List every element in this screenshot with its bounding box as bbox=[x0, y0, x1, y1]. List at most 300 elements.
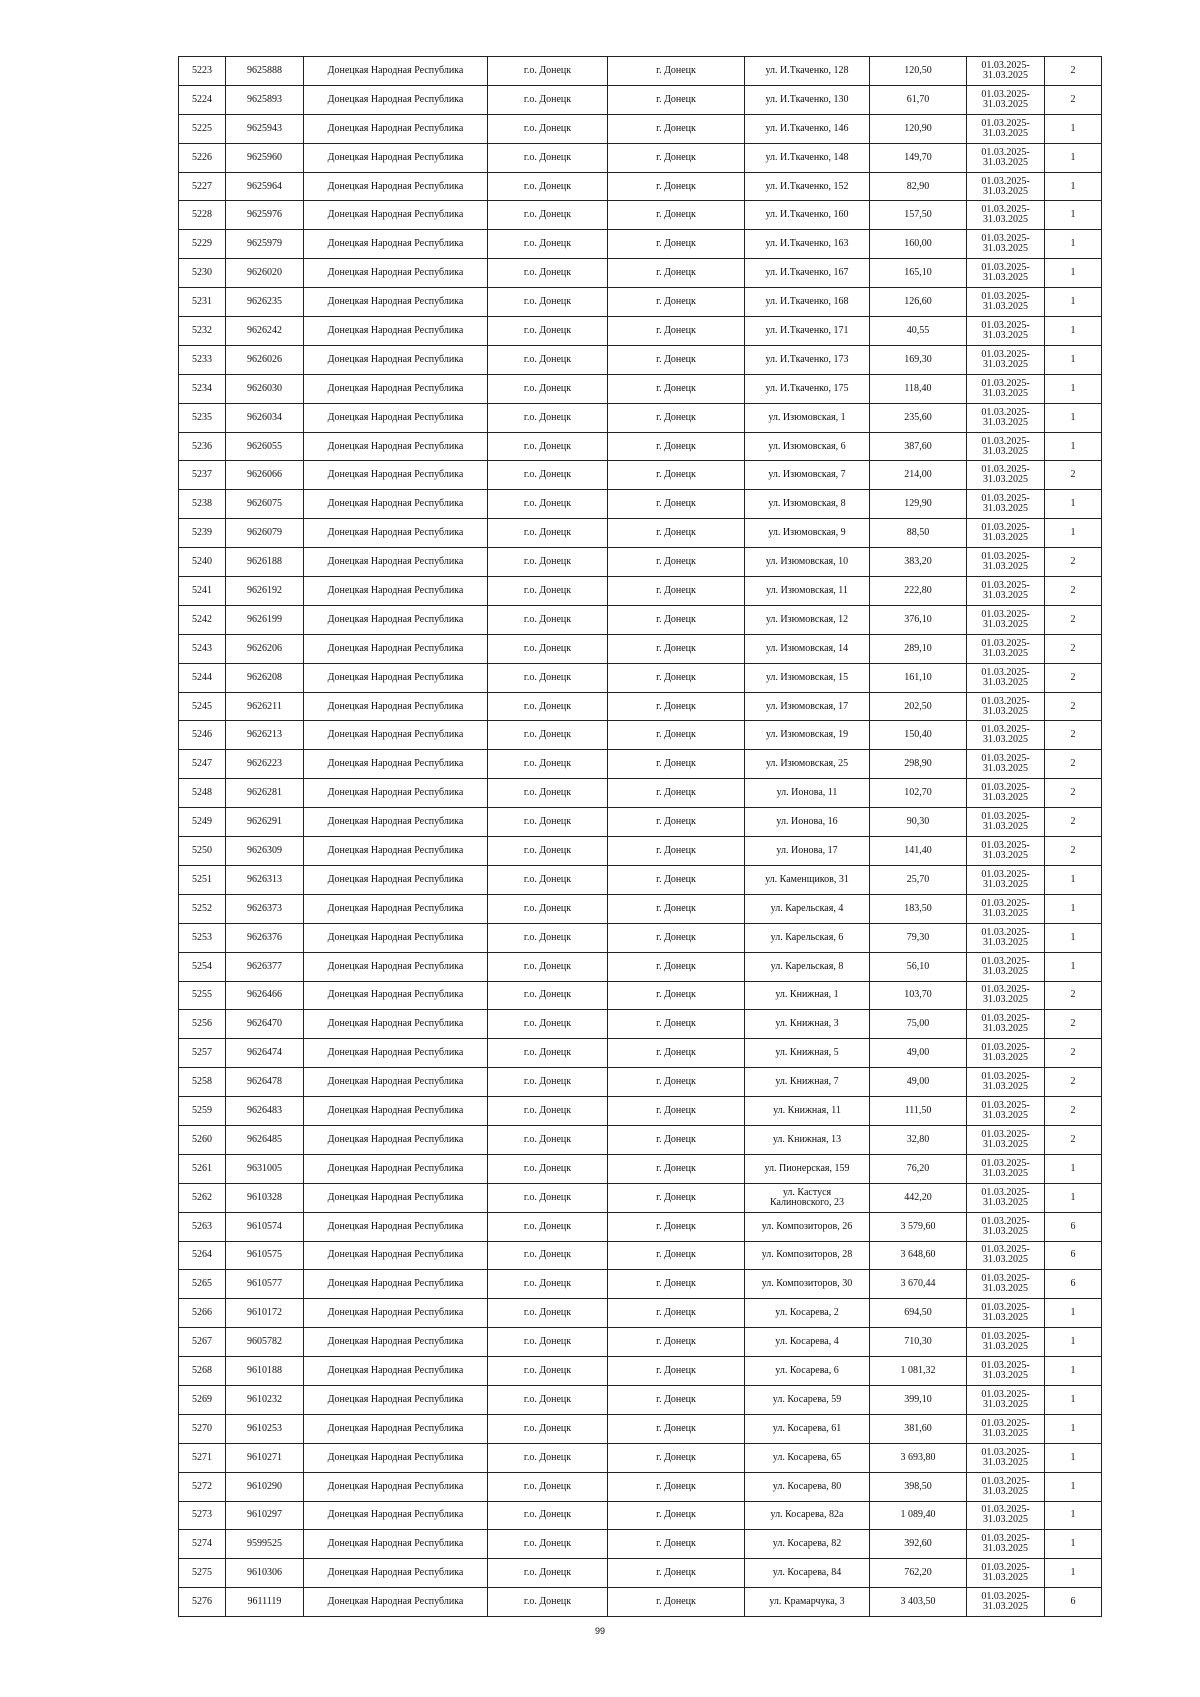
cell-period: 01.03.2025- 31.03.2025 bbox=[967, 750, 1045, 779]
cell-city: г. Донецк bbox=[608, 692, 745, 721]
cell-municipal-district: г.о. Донецк bbox=[488, 1559, 608, 1588]
cell-cadastral-id: 9626474 bbox=[226, 1039, 304, 1068]
cell-area: 165,10 bbox=[870, 259, 967, 288]
cell-municipal-district: г.о. Донецк bbox=[488, 779, 608, 808]
cell-region: Донецкая Народная Республика bbox=[304, 1328, 488, 1357]
cell-count: 1 bbox=[1045, 259, 1102, 288]
cell-municipal-district: г.о. Донецк bbox=[488, 952, 608, 981]
cell-count: 2 bbox=[1045, 577, 1102, 606]
cell-address: ул. Композиторов, 30 bbox=[745, 1270, 870, 1299]
cell-count: 6 bbox=[1045, 1270, 1102, 1299]
cell-municipal-district: г.о. Донецк bbox=[488, 1588, 608, 1617]
cell-address: ул. Косарева, 82 bbox=[745, 1530, 870, 1559]
cell-city: г. Донецк bbox=[608, 1472, 745, 1501]
cell-period: 01.03.2025- 31.03.2025 bbox=[967, 721, 1045, 750]
cell-region: Донецкая Народная Республика bbox=[304, 837, 488, 866]
table-row bbox=[179, 1125, 1102, 1154]
cell-region: Донецкая Народная Республика bbox=[304, 692, 488, 721]
cell-row-number: 5259 bbox=[179, 1097, 226, 1126]
cell-municipal-district: г.о. Донецк bbox=[488, 548, 608, 577]
cell-area: 40,55 bbox=[870, 317, 967, 346]
cell-area: 75,00 bbox=[870, 1010, 967, 1039]
cell-municipal-district: г.о. Донецк bbox=[488, 1183, 608, 1212]
cell-city: г. Донецк bbox=[608, 1270, 745, 1299]
cell-cadastral-id: 9610172 bbox=[226, 1299, 304, 1328]
cell-row-number: 5239 bbox=[179, 519, 226, 548]
cell-count: 6 bbox=[1045, 1241, 1102, 1270]
cell-period: 01.03.2025- 31.03.2025 bbox=[967, 230, 1045, 259]
cell-address: ул. Изюмовская, 10 bbox=[745, 548, 870, 577]
cell-period: 01.03.2025- 31.03.2025 bbox=[967, 1212, 1045, 1241]
cell-region: Донецкая Народная Республика bbox=[304, 1097, 488, 1126]
cell-city: г. Донецк bbox=[608, 432, 745, 461]
cell-count: 1 bbox=[1045, 1299, 1102, 1328]
cell-row-number: 5257 bbox=[179, 1039, 226, 1068]
cell-region: Донецкая Народная Республика bbox=[304, 605, 488, 634]
cell-period: 01.03.2025- 31.03.2025 bbox=[967, 1270, 1045, 1299]
cell-period: 01.03.2025- 31.03.2025 bbox=[967, 1385, 1045, 1414]
cell-count: 2 bbox=[1045, 548, 1102, 577]
cell-count: 1 bbox=[1045, 1472, 1102, 1501]
cell-region: Донецкая Народная Республика bbox=[304, 403, 488, 432]
cell-period: 01.03.2025- 31.03.2025 bbox=[967, 172, 1045, 201]
cell-region: Донецкая Народная Республика bbox=[304, 1270, 488, 1299]
cell-area: 56,10 bbox=[870, 952, 967, 981]
cell-cadastral-id: 9626235 bbox=[226, 288, 304, 317]
table-row bbox=[179, 865, 1102, 894]
cell-cadastral-id: 9626313 bbox=[226, 865, 304, 894]
cell-city: г. Донецк bbox=[608, 865, 745, 894]
table-row bbox=[179, 779, 1102, 808]
cell-municipal-district: г.о. Донецк bbox=[488, 143, 608, 172]
cell-region: Донецкая Народная Республика bbox=[304, 721, 488, 750]
cell-period: 01.03.2025- 31.03.2025 bbox=[967, 114, 1045, 143]
cell-address: ул. И.Ткаченко, 168 bbox=[745, 288, 870, 317]
cell-area: 90,30 bbox=[870, 808, 967, 837]
cell-cadastral-id: 9626034 bbox=[226, 403, 304, 432]
cell-region: Донецкая Народная Республика bbox=[304, 432, 488, 461]
cell-region: Донецкая Народная Республика bbox=[304, 230, 488, 259]
cell-period: 01.03.2025- 31.03.2025 bbox=[967, 779, 1045, 808]
table-row bbox=[179, 1328, 1102, 1357]
cell-area: 49,00 bbox=[870, 1039, 967, 1068]
cell-municipal-district: г.о. Донецк bbox=[488, 1241, 608, 1270]
cell-region: Донецкая Народная Республика bbox=[304, 634, 488, 663]
cell-cadastral-id: 9626466 bbox=[226, 981, 304, 1010]
cell-municipal-district: г.о. Донецк bbox=[488, 1385, 608, 1414]
cell-address: ул. Косарева, 65 bbox=[745, 1443, 870, 1472]
cell-row-number: 5258 bbox=[179, 1068, 226, 1097]
cell-area: 442,20 bbox=[870, 1183, 967, 1212]
cell-row-number: 5270 bbox=[179, 1414, 226, 1443]
cell-row-number: 5275 bbox=[179, 1559, 226, 1588]
page-number: 99 bbox=[594, 1626, 605, 1636]
cell-period: 01.03.2025- 31.03.2025 bbox=[967, 1097, 1045, 1126]
cell-municipal-district: г.о. Донецк bbox=[488, 663, 608, 692]
cell-area: 202,50 bbox=[870, 692, 967, 721]
cell-period: 01.03.2025- 31.03.2025 bbox=[967, 1414, 1045, 1443]
cell-area: 61,70 bbox=[870, 85, 967, 114]
cell-city: г. Донецк bbox=[608, 461, 745, 490]
cell-cadastral-id: 9626483 bbox=[226, 1097, 304, 1126]
cell-city: г. Донецк bbox=[608, 1328, 745, 1357]
cell-address: ул. И.Ткаченко, 175 bbox=[745, 374, 870, 403]
cell-municipal-district: г.о. Донецк bbox=[488, 1068, 608, 1097]
cell-cadastral-id: 9625979 bbox=[226, 230, 304, 259]
cell-cadastral-id: 9610574 bbox=[226, 1212, 304, 1241]
table-row bbox=[179, 230, 1102, 259]
cell-area: 383,20 bbox=[870, 548, 967, 577]
cell-count: 2 bbox=[1045, 1010, 1102, 1039]
cell-area: 398,50 bbox=[870, 1472, 967, 1501]
cell-area: 157,50 bbox=[870, 201, 967, 230]
cell-city: г. Донецк bbox=[608, 288, 745, 317]
cell-cadastral-id: 9631005 bbox=[226, 1154, 304, 1183]
cell-address: ул. Изюмовская, 17 bbox=[745, 692, 870, 721]
table-row bbox=[179, 519, 1102, 548]
table-row bbox=[179, 143, 1102, 172]
table-row bbox=[179, 981, 1102, 1010]
cell-city: г. Донецк bbox=[608, 750, 745, 779]
cell-row-number: 5226 bbox=[179, 143, 226, 172]
cell-city: г. Донецк bbox=[608, 605, 745, 634]
cell-cadastral-id: 9610575 bbox=[226, 1241, 304, 1270]
cell-cadastral-id: 9611119 bbox=[226, 1588, 304, 1617]
cell-period: 01.03.2025- 31.03.2025 bbox=[967, 1183, 1045, 1212]
cell-city: г. Донецк bbox=[608, 114, 745, 143]
cell-row-number: 5261 bbox=[179, 1154, 226, 1183]
table-row bbox=[179, 1385, 1102, 1414]
cell-count: 1 bbox=[1045, 345, 1102, 374]
cell-address: ул. Изюмовская, 7 bbox=[745, 461, 870, 490]
cell-area: 298,90 bbox=[870, 750, 967, 779]
cell-count: 1 bbox=[1045, 1559, 1102, 1588]
cell-address: ул. Каменщиков, 31 bbox=[745, 865, 870, 894]
cell-municipal-district: г.о. Донецк bbox=[488, 692, 608, 721]
cell-address: ул. Изюмовская, 12 bbox=[745, 605, 870, 634]
cell-municipal-district: г.о. Донецк bbox=[488, 577, 608, 606]
cell-period: 01.03.2025- 31.03.2025 bbox=[967, 1010, 1045, 1039]
cell-cadastral-id: 9626211 bbox=[226, 692, 304, 721]
cell-address: ул. Изюмовская, 6 bbox=[745, 432, 870, 461]
table-row bbox=[179, 114, 1102, 143]
table-row bbox=[179, 548, 1102, 577]
cell-region: Донецкая Народная Республика bbox=[304, 317, 488, 346]
cell-municipal-district: г.о. Донецк bbox=[488, 403, 608, 432]
cell-city: г. Донецк bbox=[608, 143, 745, 172]
cell-count: 1 bbox=[1045, 1154, 1102, 1183]
cell-municipal-district: г.о. Донецк bbox=[488, 1472, 608, 1501]
cell-region: Донецкая Народная Республика bbox=[304, 374, 488, 403]
cell-region: Донецкая Народная Республика bbox=[304, 1010, 488, 1039]
cell-row-number: 5241 bbox=[179, 577, 226, 606]
cell-area: 694,50 bbox=[870, 1299, 967, 1328]
cell-address: ул. Изюмовская, 19 bbox=[745, 721, 870, 750]
cell-address: ул. Ионова, 17 bbox=[745, 837, 870, 866]
cell-period: 01.03.2025- 31.03.2025 bbox=[967, 85, 1045, 114]
cell-region: Донецкая Народная Республика bbox=[304, 1068, 488, 1097]
cell-cadastral-id: 9626075 bbox=[226, 490, 304, 519]
cell-count: 1 bbox=[1045, 1183, 1102, 1212]
cell-region: Донецкая Народная Республика bbox=[304, 1559, 488, 1588]
cell-municipal-district: г.о. Донецк bbox=[488, 750, 608, 779]
cell-row-number: 5251 bbox=[179, 865, 226, 894]
cell-count: 1 bbox=[1045, 1357, 1102, 1386]
cell-address: ул. И.Ткаченко, 148 bbox=[745, 143, 870, 172]
cell-area: 3 670,44 bbox=[870, 1270, 967, 1299]
cell-row-number: 5264 bbox=[179, 1241, 226, 1270]
cell-municipal-district: г.о. Донецк bbox=[488, 1097, 608, 1126]
table-row bbox=[179, 923, 1102, 952]
cell-region: Донецкая Народная Республика bbox=[304, 548, 488, 577]
cell-row-number: 5260 bbox=[179, 1125, 226, 1154]
cell-area: 3 648,60 bbox=[870, 1241, 967, 1270]
cell-region: Донецкая Народная Республика bbox=[304, 808, 488, 837]
table-row bbox=[179, 1530, 1102, 1559]
cell-region: Донецкая Народная Республика bbox=[304, 1588, 488, 1617]
cell-city: г. Донецк bbox=[608, 1443, 745, 1472]
cell-period: 01.03.2025- 31.03.2025 bbox=[967, 1125, 1045, 1154]
table-row bbox=[179, 1212, 1102, 1241]
cell-count: 2 bbox=[1045, 779, 1102, 808]
cell-row-number: 5252 bbox=[179, 894, 226, 923]
cell-period: 01.03.2025- 31.03.2025 bbox=[967, 1328, 1045, 1357]
cell-row-number: 5269 bbox=[179, 1385, 226, 1414]
cell-area: 88,50 bbox=[870, 519, 967, 548]
cell-municipal-district: г.о. Донецк bbox=[488, 490, 608, 519]
cell-count: 1 bbox=[1045, 317, 1102, 346]
cell-city: г. Донецк bbox=[608, 548, 745, 577]
cell-area: 3 579,60 bbox=[870, 1212, 967, 1241]
cell-region: Донецкая Народная Республика bbox=[304, 85, 488, 114]
cell-row-number: 5225 bbox=[179, 114, 226, 143]
cell-cadastral-id: 9626377 bbox=[226, 952, 304, 981]
cell-area: 126,60 bbox=[870, 288, 967, 317]
cell-cadastral-id: 9626376 bbox=[226, 923, 304, 952]
cell-municipal-district: г.о. Донецк bbox=[488, 1125, 608, 1154]
cell-area: 289,10 bbox=[870, 634, 967, 663]
cell-municipal-district: г.о. Донецк bbox=[488, 172, 608, 201]
cell-cadastral-id: 9599525 bbox=[226, 1530, 304, 1559]
cell-region: Донецкая Народная Республика bbox=[304, 1414, 488, 1443]
cell-region: Донецкая Народная Республика bbox=[304, 201, 488, 230]
cell-count: 2 bbox=[1045, 1068, 1102, 1097]
cell-period: 01.03.2025- 31.03.2025 bbox=[967, 201, 1045, 230]
cell-address: ул. Крамарчука, 3 bbox=[745, 1588, 870, 1617]
cell-period: 01.03.2025- 31.03.2025 bbox=[967, 57, 1045, 86]
cell-cadastral-id: 9626079 bbox=[226, 519, 304, 548]
cell-period: 01.03.2025- 31.03.2025 bbox=[967, 605, 1045, 634]
cell-area: 32,80 bbox=[870, 1125, 967, 1154]
cell-address: ул. И.Ткаченко, 167 bbox=[745, 259, 870, 288]
table-row bbox=[179, 1588, 1102, 1617]
cell-cadastral-id: 9626470 bbox=[226, 1010, 304, 1039]
cell-address: ул. Книжная, 3 bbox=[745, 1010, 870, 1039]
cell-period: 01.03.2025- 31.03.2025 bbox=[967, 1443, 1045, 1472]
cell-region: Донецкая Народная Республика bbox=[304, 1154, 488, 1183]
cell-area: 103,70 bbox=[870, 981, 967, 1010]
cell-count: 1 bbox=[1045, 432, 1102, 461]
table-row bbox=[179, 1559, 1102, 1588]
cell-city: г. Донецк bbox=[608, 1010, 745, 1039]
cell-row-number: 5237 bbox=[179, 461, 226, 490]
cell-row-number: 5234 bbox=[179, 374, 226, 403]
cell-city: г. Донецк bbox=[608, 403, 745, 432]
cell-count: 1 bbox=[1045, 1530, 1102, 1559]
cell-address: ул. Изюмовская, 9 bbox=[745, 519, 870, 548]
cell-period: 01.03.2025- 31.03.2025 bbox=[967, 952, 1045, 981]
cell-address: ул. Книжная, 5 bbox=[745, 1039, 870, 1068]
cell-region: Донецкая Народная Республика bbox=[304, 894, 488, 923]
cell-cadastral-id: 9626030 bbox=[226, 374, 304, 403]
cell-region: Донецкая Народная Республика bbox=[304, 1357, 488, 1386]
cell-period: 01.03.2025- 31.03.2025 bbox=[967, 1530, 1045, 1559]
cell-municipal-district: г.о. Донецк bbox=[488, 865, 608, 894]
table-row bbox=[179, 1472, 1102, 1501]
cell-municipal-district: г.о. Донецк bbox=[488, 317, 608, 346]
cell-address: ул. Косарева, 61 bbox=[745, 1414, 870, 1443]
cell-period: 01.03.2025- 31.03.2025 bbox=[967, 1068, 1045, 1097]
table-row bbox=[179, 692, 1102, 721]
cell-region: Донецкая Народная Республика bbox=[304, 172, 488, 201]
cell-count: 2 bbox=[1045, 663, 1102, 692]
cell-period: 01.03.2025- 31.03.2025 bbox=[967, 461, 1045, 490]
cell-municipal-district: г.о. Донецк bbox=[488, 894, 608, 923]
cell-area: 1 081,32 bbox=[870, 1357, 967, 1386]
cell-row-number: 5235 bbox=[179, 403, 226, 432]
table-row bbox=[179, 1414, 1102, 1443]
cell-row-number: 5272 bbox=[179, 1472, 226, 1501]
cell-region: Донецкая Народная Республика bbox=[304, 750, 488, 779]
cell-city: г. Донецк bbox=[608, 1530, 745, 1559]
cell-municipal-district: г.о. Донецк bbox=[488, 1010, 608, 1039]
cell-row-number: 5267 bbox=[179, 1328, 226, 1357]
cell-row-number: 5232 bbox=[179, 317, 226, 346]
cell-row-number: 5229 bbox=[179, 230, 226, 259]
cell-municipal-district: г.о. Донецк bbox=[488, 1039, 608, 1068]
cell-address: ул. Изюмовская, 11 bbox=[745, 577, 870, 606]
cell-municipal-district: г.о. Донецк bbox=[488, 634, 608, 663]
cell-municipal-district: г.о. Донецк bbox=[488, 1414, 608, 1443]
cell-period: 01.03.2025- 31.03.2025 bbox=[967, 288, 1045, 317]
cell-region: Донецкая Народная Республика bbox=[304, 57, 488, 86]
cell-cadastral-id: 9610297 bbox=[226, 1501, 304, 1530]
cell-period: 01.03.2025- 31.03.2025 bbox=[967, 548, 1045, 577]
cell-city: г. Донецк bbox=[608, 981, 745, 1010]
cell-row-number: 5224 bbox=[179, 85, 226, 114]
cell-address: ул. И.Ткаченко, 152 bbox=[745, 172, 870, 201]
cell-count: 1 bbox=[1045, 490, 1102, 519]
cell-address: ул. И.Ткаченко, 130 bbox=[745, 85, 870, 114]
cell-period: 01.03.2025- 31.03.2025 bbox=[967, 1559, 1045, 1588]
cell-count: 2 bbox=[1045, 1097, 1102, 1126]
table-row bbox=[179, 374, 1102, 403]
cell-cadastral-id: 9625976 bbox=[226, 201, 304, 230]
cell-period: 01.03.2025- 31.03.2025 bbox=[967, 692, 1045, 721]
cell-cadastral-id: 9610232 bbox=[226, 1385, 304, 1414]
cell-city: г. Донецк bbox=[608, 894, 745, 923]
cell-region: Донецкая Народная Республика bbox=[304, 1501, 488, 1530]
cell-count: 1 bbox=[1045, 403, 1102, 432]
cell-count: 1 bbox=[1045, 172, 1102, 201]
cell-city: г. Донецк bbox=[608, 201, 745, 230]
cell-region: Донецкая Народная Республика bbox=[304, 981, 488, 1010]
cell-row-number: 5238 bbox=[179, 490, 226, 519]
cell-city: г. Донецк bbox=[608, 1414, 745, 1443]
cell-region: Донецкая Народная Республика bbox=[304, 1241, 488, 1270]
cell-cadastral-id: 9626242 bbox=[226, 317, 304, 346]
cell-municipal-district: г.о. Донецк bbox=[488, 57, 608, 86]
cell-city: г. Донецк bbox=[608, 230, 745, 259]
cell-cadastral-id: 9610306 bbox=[226, 1559, 304, 1588]
cell-city: г. Донецк bbox=[608, 634, 745, 663]
cell-period: 01.03.2025- 31.03.2025 bbox=[967, 1472, 1045, 1501]
cell-region: Донецкая Народная Республика bbox=[304, 143, 488, 172]
cell-area: 129,90 bbox=[870, 490, 967, 519]
cell-city: г. Донецк bbox=[608, 172, 745, 201]
cell-row-number: 5244 bbox=[179, 663, 226, 692]
table-row bbox=[179, 85, 1102, 114]
cell-count: 2 bbox=[1045, 837, 1102, 866]
table-body bbox=[179, 57, 1102, 1617]
cell-address: ул. Композиторов, 26 bbox=[745, 1212, 870, 1241]
cell-region: Донецкая Народная Республика bbox=[304, 1530, 488, 1559]
cell-cadastral-id: 9610188 bbox=[226, 1357, 304, 1386]
cell-area: 160,00 bbox=[870, 230, 967, 259]
cell-count: 2 bbox=[1045, 692, 1102, 721]
cell-region: Донецкая Народная Республика bbox=[304, 259, 488, 288]
cell-period: 01.03.2025- 31.03.2025 bbox=[967, 1241, 1045, 1270]
cell-period: 01.03.2025- 31.03.2025 bbox=[967, 490, 1045, 519]
cell-cadastral-id: 9626206 bbox=[226, 634, 304, 663]
cell-address: ул. Книжная, 1 bbox=[745, 981, 870, 1010]
cell-count: 2 bbox=[1045, 605, 1102, 634]
cell-address: ул. Пионерская, 159 bbox=[745, 1154, 870, 1183]
cell-municipal-district: г.о. Донецк bbox=[488, 374, 608, 403]
cell-period: 01.03.2025- 31.03.2025 bbox=[967, 634, 1045, 663]
cell-municipal-district: г.о. Донецк bbox=[488, 923, 608, 952]
cell-municipal-district: г.о. Донецк bbox=[488, 808, 608, 837]
cell-area: 102,70 bbox=[870, 779, 967, 808]
cell-count: 1 bbox=[1045, 230, 1102, 259]
cell-period: 01.03.2025- 31.03.2025 bbox=[967, 1154, 1045, 1183]
cell-area: 399,10 bbox=[870, 1385, 967, 1414]
cell-region: Донецкая Народная Республика bbox=[304, 663, 488, 692]
cell-region: Донецкая Народная Республика bbox=[304, 461, 488, 490]
cell-cadastral-id: 9625943 bbox=[226, 114, 304, 143]
cell-row-number: 5247 bbox=[179, 750, 226, 779]
cell-area: 25,70 bbox=[870, 865, 967, 894]
cell-area: 118,40 bbox=[870, 374, 967, 403]
cell-area: 381,60 bbox=[870, 1414, 967, 1443]
cell-region: Донецкая Народная Республика bbox=[304, 1299, 488, 1328]
cell-period: 01.03.2025- 31.03.2025 bbox=[967, 1357, 1045, 1386]
cell-row-number: 5255 bbox=[179, 981, 226, 1010]
table-row bbox=[179, 490, 1102, 519]
cell-row-number: 5240 bbox=[179, 548, 226, 577]
cell-row-number: 5253 bbox=[179, 923, 226, 952]
cell-area: 222,80 bbox=[870, 577, 967, 606]
cell-address: ул. И.Ткаченко, 128 bbox=[745, 57, 870, 86]
table-row bbox=[179, 1357, 1102, 1386]
cell-row-number: 5223 bbox=[179, 57, 226, 86]
cell-row-number: 5246 bbox=[179, 721, 226, 750]
cell-region: Донецкая Народная Республика bbox=[304, 865, 488, 894]
cell-address: ул. Косарева, 82а bbox=[745, 1501, 870, 1530]
cell-address: ул. Косарева, 4 bbox=[745, 1328, 870, 1357]
cell-period: 01.03.2025- 31.03.2025 bbox=[967, 663, 1045, 692]
cell-period: 01.03.2025- 31.03.2025 bbox=[967, 345, 1045, 374]
